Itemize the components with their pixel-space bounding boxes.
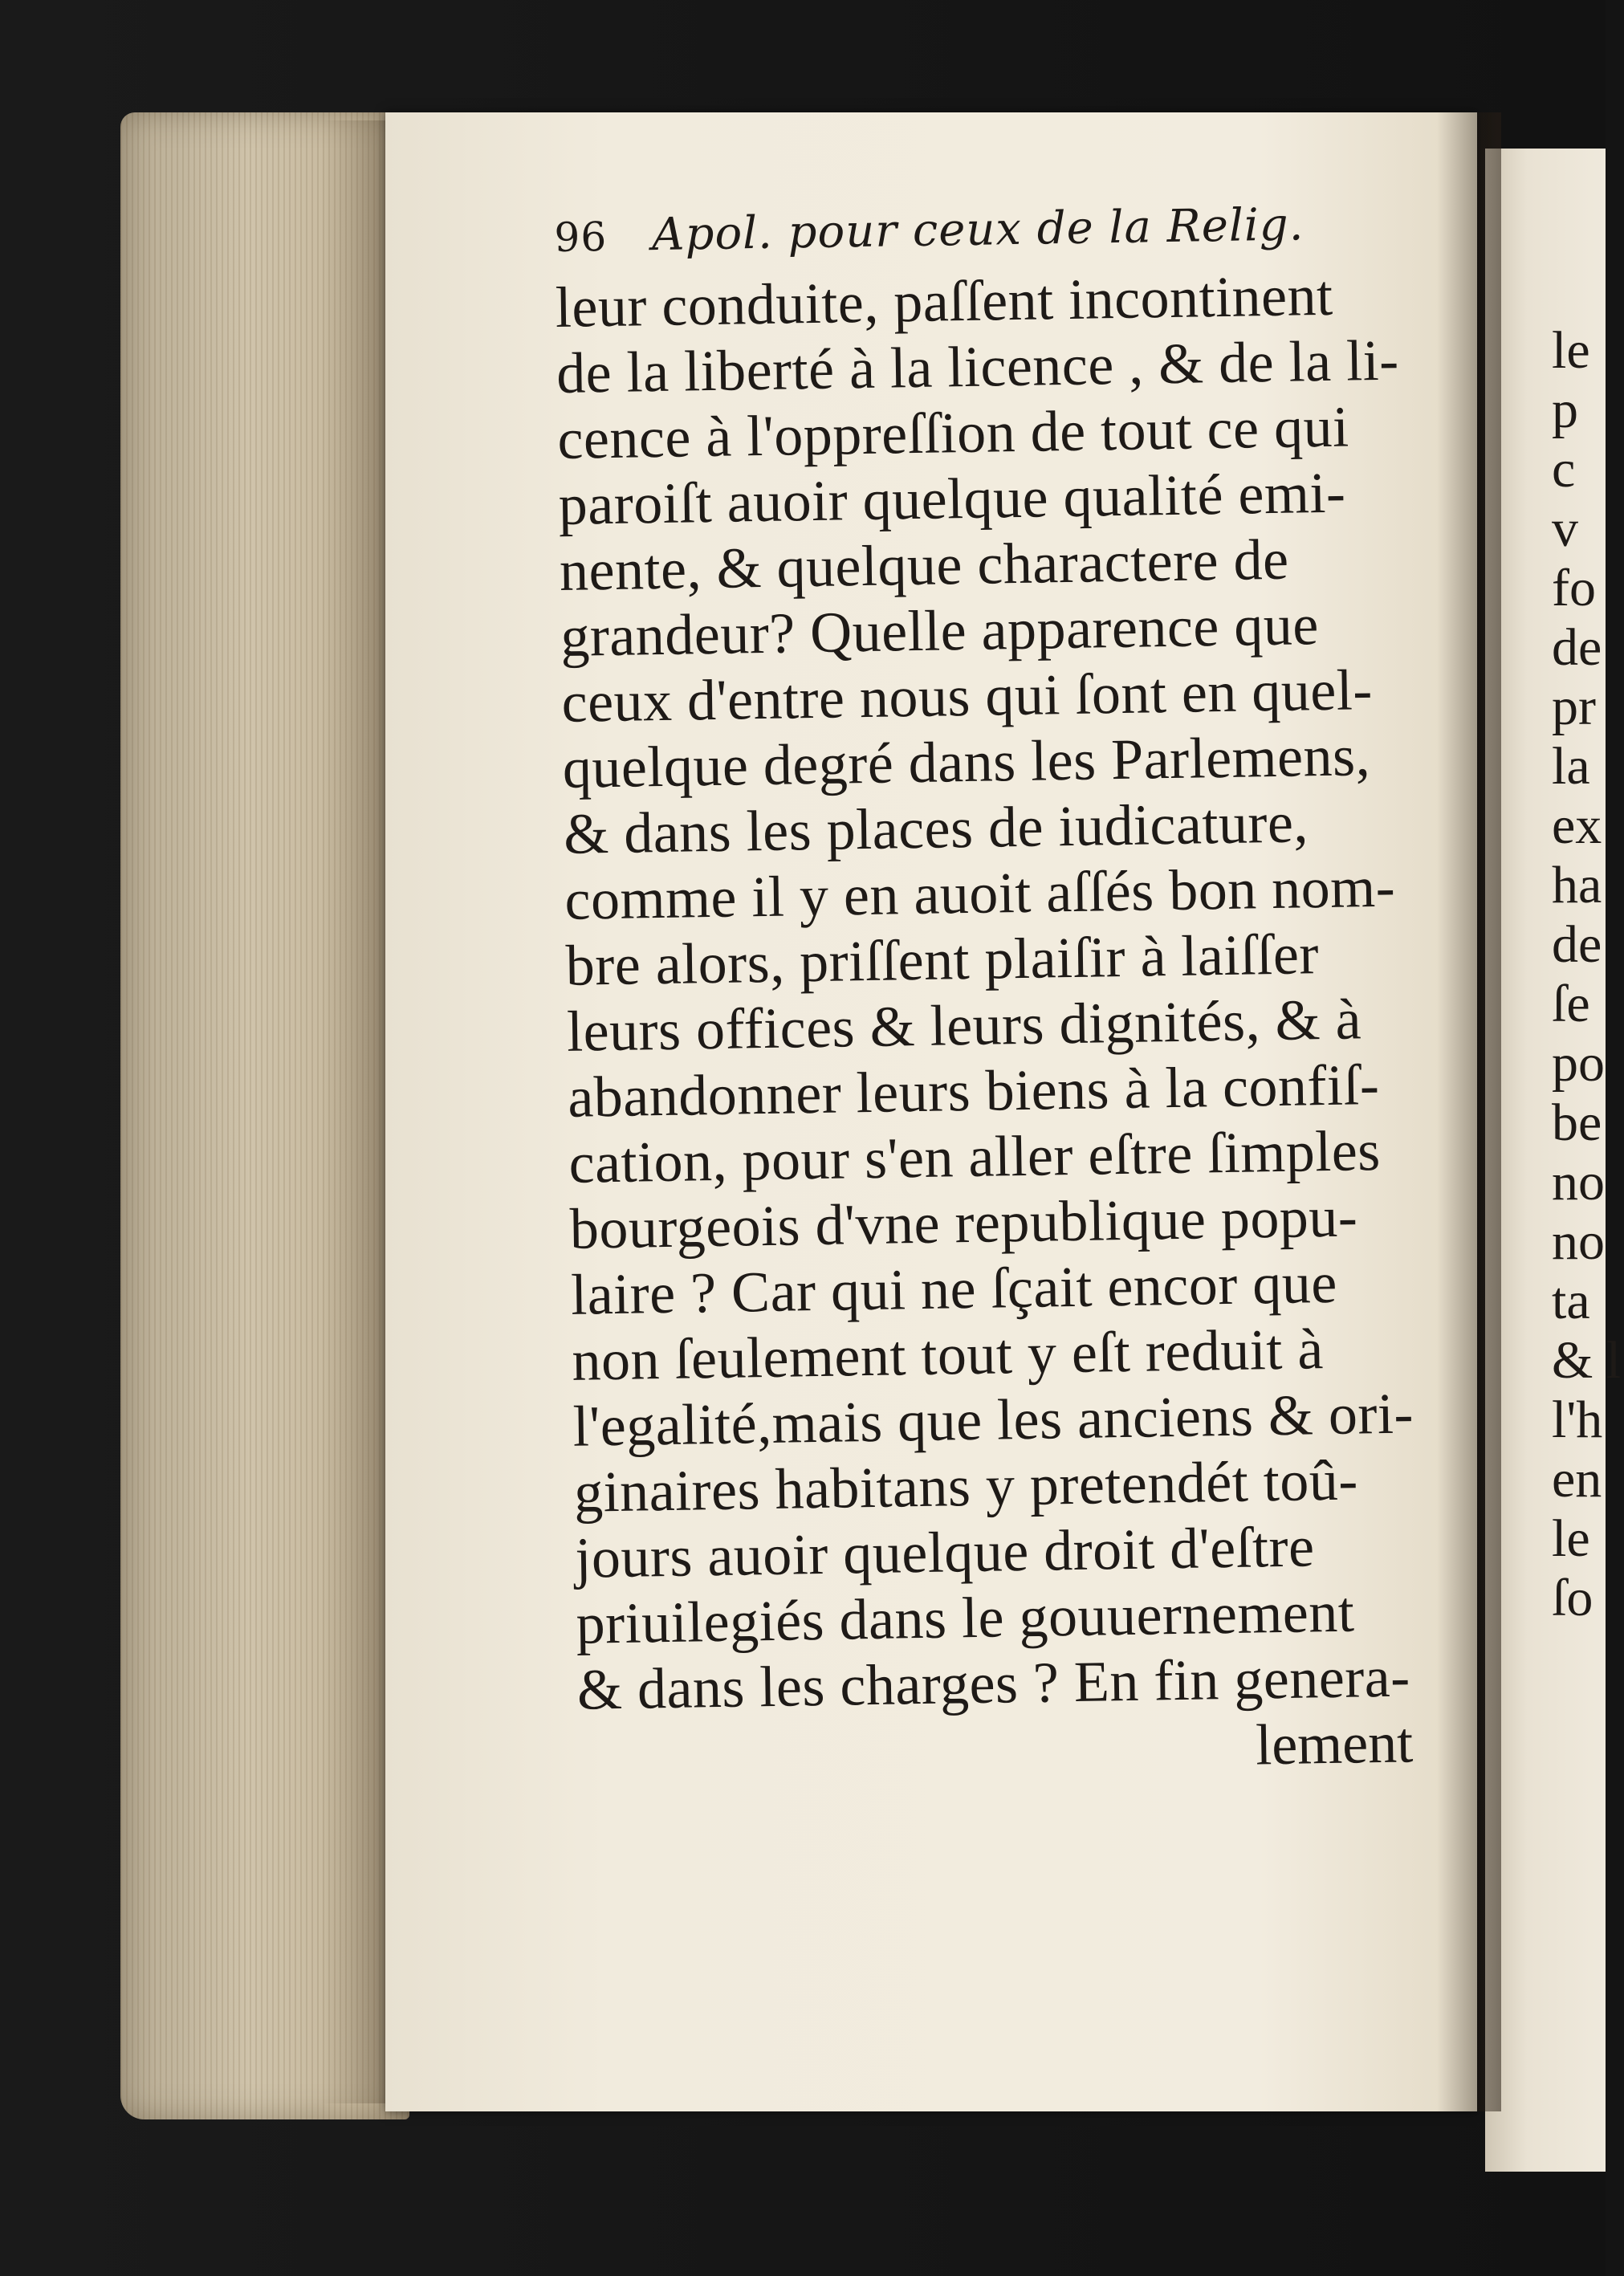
page-number: 96 [554, 213, 608, 261]
text-line: priuilegiés dans le gouuernement [576, 1579, 1355, 1656]
right-page-fragment: ex [1552, 796, 1602, 855]
running-title: Apol. pour ceux de la Relig. [651, 198, 1304, 262]
catchword: lement [1255, 1710, 1414, 1777]
text-line: & dans les places de iudicature, [563, 790, 1309, 866]
right-page-fragment: de [1552, 618, 1602, 677]
right-page-fragment: de [1552, 915, 1602, 974]
right-page-fragment: en [1552, 1450, 1602, 1509]
right-page-fragment: p [1552, 381, 1578, 439]
text-line: de la liberté à la licence , & de la li- [556, 328, 1400, 405]
text-line: jours auoir quelque droit d'eſtre [574, 1514, 1316, 1590]
text-line: quelque degré dans les Parlemens, [562, 723, 1371, 800]
text-line: abandonner leurs biens à la confiſ- [567, 1052, 1380, 1130]
text-line: nente, & quelque charactere de [559, 527, 1290, 603]
right-page-fragment: ſe [1552, 975, 1590, 1033]
text-block [554, 197, 1462, 1789]
text-line: paroiſt auoir quelque qualité emi- [558, 460, 1346, 537]
right-page-text [1552, 321, 1624, 1628]
text-line: non ſeulement tout y eſt reduit à [571, 1317, 1325, 1393]
right-page-fragment: be [1552, 1093, 1602, 1152]
right-page-fragment: fo [1552, 559, 1596, 617]
right-page-fragment: no [1552, 1153, 1605, 1211]
text-line: cation, pour s'en aller eſtre ſimples [568, 1118, 1382, 1195]
text-line: bourgeois d'vne republique popu- [569, 1184, 1358, 1261]
text-line: laire ? Car qui ne ſçait encor que [570, 1250, 1338, 1327]
text-line: bre alors, priſſent plaiſir à laiſſer [565, 922, 1320, 998]
right-page-fragment: ha [1552, 856, 1602, 914]
fore-edge-shadow [321, 120, 393, 2103]
text-line: l'egalité,mais que les anciens & ori- [572, 1381, 1414, 1459]
text-line: grandeur? Quelle apparence que [560, 592, 1320, 669]
body-text [555, 261, 1460, 1723]
right-page-fragment: c [1552, 440, 1576, 499]
right-page-fragment: l'h [1552, 1390, 1603, 1449]
text-line: comme il y en auoit aſſés bon nom- [564, 854, 1396, 932]
right-page-fragment: pr [1552, 678, 1596, 736]
text-line: ginaires habitans y pretendét toû- [573, 1447, 1359, 1525]
right-page-fragment: ta [1552, 1272, 1590, 1330]
text-line: cence à l'oppreſſion de tout ce qui [556, 394, 1350, 471]
text-line: leurs offices & leurs dignités, & à [566, 987, 1362, 1064]
right-page-fragment: no [1552, 1212, 1605, 1271]
right-page-fragment: le [1552, 321, 1590, 380]
right-page-fragment: & l [1552, 1331, 1622, 1390]
right-page-fragment: ſo [1552, 1569, 1593, 1627]
right-page-fragment: le [1552, 1509, 1590, 1568]
text-line: & dans les charges ? En fin genera- [576, 1644, 1411, 1722]
right-page-fragment: v [1552, 499, 1578, 558]
text-line: ceux d'entre nous qui ſont en quel- [561, 658, 1374, 735]
right-page-fragment: la [1552, 737, 1590, 796]
right-page-fragment: po [1552, 1034, 1605, 1093]
text-line: leur conduite, paſſent incontinent [555, 263, 1334, 340]
